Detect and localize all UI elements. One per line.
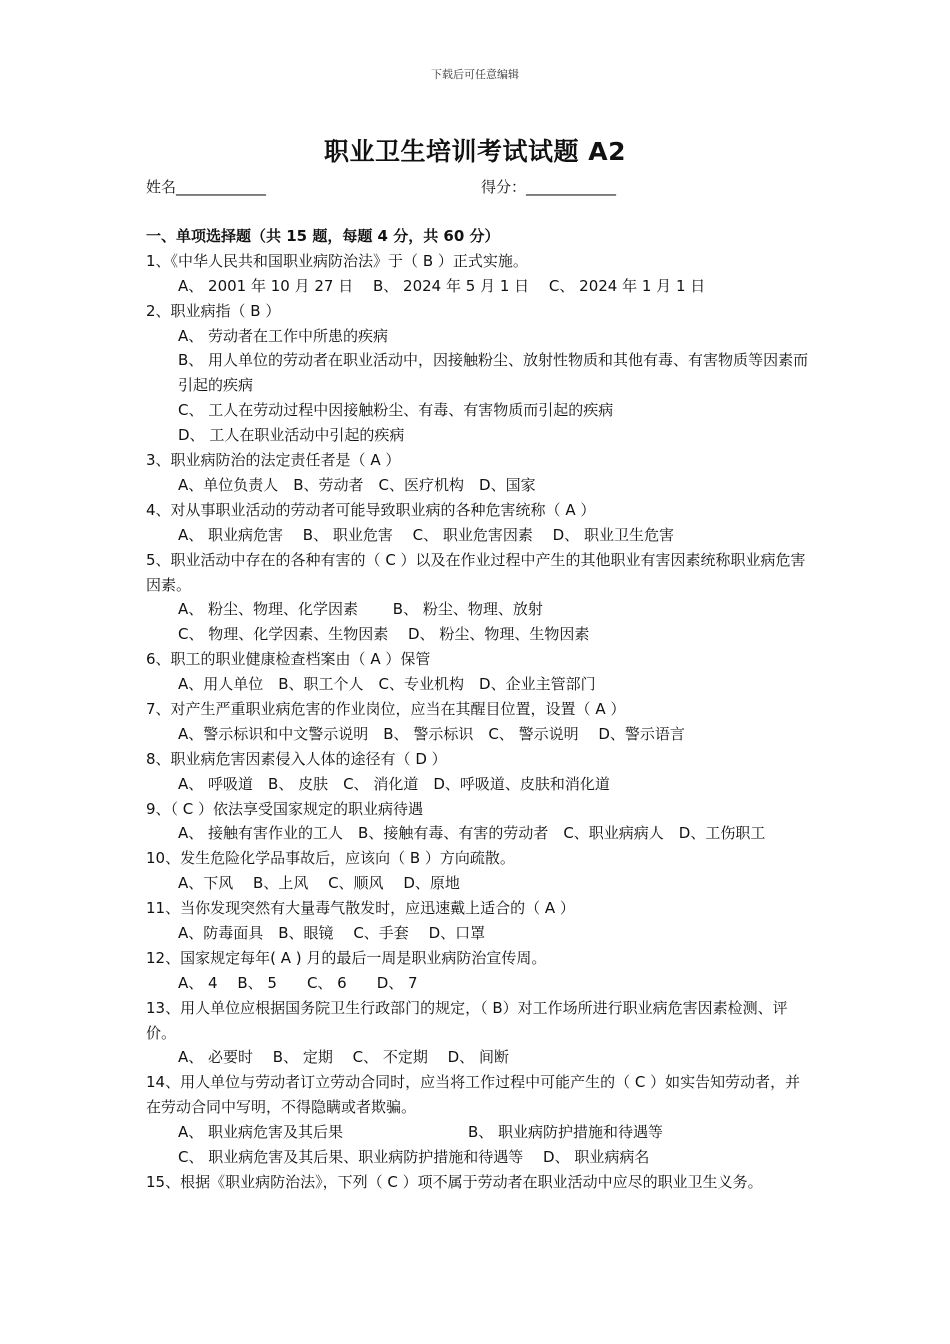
question-4-options: A、 职业病危害 B、 职业危害 C、 职业危害因素 D、 职业卫生危害 <box>178 525 674 544</box>
question-9: 9、（ C ）依法享受国家规定的职业病待遇 <box>146 799 424 818</box>
exam-info <box>146 176 806 198</box>
question-1: 1、《中华人民共和国职业病防治法》于（ B ）正式实施。 <box>146 251 528 270</box>
question-10-options: A、下风 B、上风 C、顺风 D、原地 <box>178 874 460 893</box>
question-7-options: A、警示标识和中文警示说明 B、 警示标识 C、 警示说明 D、警示语言 <box>178 724 685 743</box>
page-title: 职业卫生培训考试试题 A2 <box>324 137 626 166</box>
question-13-options: A、 必要时 B、 定期 C、 不定期 D、 间断 <box>178 1048 509 1067</box>
question-11: 11、当你发现突然有大量毒气散发时，应迅速戴上适合的（ A ） <box>146 899 575 918</box>
question-5: 5、职业活动中存在的各种有害的（ C ）以及在作业过程中产生的其他职业有害因素统称职业病危害因素。 <box>146 550 806 594</box>
question-8-options: A、 呼吸道 B、 皮肤 C、 消化道 D、呼吸道、皮肤和消化道 <box>178 774 610 793</box>
page-header: 下载后可任意编辑 <box>431 68 519 81</box>
name-field-label: 姓名____________ <box>146 178 267 196</box>
question-4: 4、对从事职业活动的劳动者可能导致职业病的各种危害统称（ A ） <box>146 500 596 519</box>
question-5-options-cd: C、 物理、化学因素、生物因素 D、 粉尘、物理、生物因素 <box>178 625 590 644</box>
question-15: 15、根据《职业病防治法》，下列（ C ）项不属于劳动者在职业活动中应尽的职业卫生义务。 <box>146 1172 763 1191</box>
question-7: 7、对产生严重职业病危害的作业岗位，应当在其醒目位置，设置（ A ） <box>146 699 626 718</box>
question-11-options: A、防毒面具 B、眼镜 C、手套 D、口罩 <box>178 924 486 942</box>
question-10: 10、发生危险化学品事故后，应该向（ B ）方向疏散。 <box>146 849 515 868</box>
question-2-option-c: C、 工人在劳动过程中因接触粉尘、有毒、有害物质而引起的疾病 <box>178 401 614 420</box>
question-14-option-b: B、 职业病防护措施和待遇等 <box>468 1123 664 1142</box>
question-9-options: A、 接触有害作业的工人 B、接触有毒、有害的劳动者 C、职业病病人 D、工伤职工 <box>178 824 766 843</box>
question-6: 6、职工的职业健康检查档案由（ A ）保管 <box>146 650 431 669</box>
question-1-options: A、 2001 年 10 月 27 日 B、 2024 年 5 月 1 日 C、 2024 年 1 月 1 日 <box>178 276 706 295</box>
question-2-option-b: B、 用人单位的劳动者在职业活动中，因接触粉尘、放射性物质和其他有毒、有害物质等因素而引起的疾病 <box>178 351 809 395</box>
question-list <box>146 224 810 1195</box>
question-12: 12、国家规定每年( A ) 月的最后一周是职业病防治宣传周。 <box>146 948 547 967</box>
question-3: 3、职业病防治的法定责任者是（ A ） <box>146 451 401 470</box>
question-13: 13、用人单位应根据国务院卫生行政部门的规定，（ B）对工作场所进行职业病危害因素检测、评价。 <box>146 998 788 1042</box>
question-2: 2、职业病指（ B ） <box>146 301 281 320</box>
score-field-label: 得分：____________ <box>481 178 617 196</box>
question-3-options: A、单位负责人 B、劳动者 C、医疗机构 D、国家 <box>178 475 536 494</box>
question-14-option-a: A、 职业病危害及其后果 <box>178 1123 344 1142</box>
question-5-options-ab: A、 粉尘、物理、化学因素 B、 粉尘、物理、放射 <box>178 600 543 619</box>
question-14: 14、用人单位与劳动者订立劳动合同时，应当将工作过程中可能产生的（ C ）如实告知劳动者，并在劳动合同中写明，不得隐瞒或者欺骗。 <box>146 1073 801 1117</box>
question-14-options-cd: C、 职业病危害及其后果、职业病防护措施和待遇等 D、 职业病病名 <box>178 1148 650 1167</box>
question-2-option-d: D、 工人在职业活动中引起的疾病 <box>178 426 405 445</box>
question-8: 8、职业病危害因素侵入人体的途径有（ D ） <box>146 749 447 768</box>
question-2-option-a: A、 劳动者在工作中所患的疾病 <box>178 326 389 345</box>
question-12-options: A、 4 B、 5 C、 6 D、 7 <box>178 973 418 992</box>
question-14-options-ab <box>146 1120 810 1145</box>
question-6-options: A、用人单位 B、职工个人 C、专业机构 D、企业主管部门 <box>178 675 596 694</box>
section-heading: 一、单项选择题（共 15 题，每题 4 分，共 60 分） <box>146 227 500 245</box>
